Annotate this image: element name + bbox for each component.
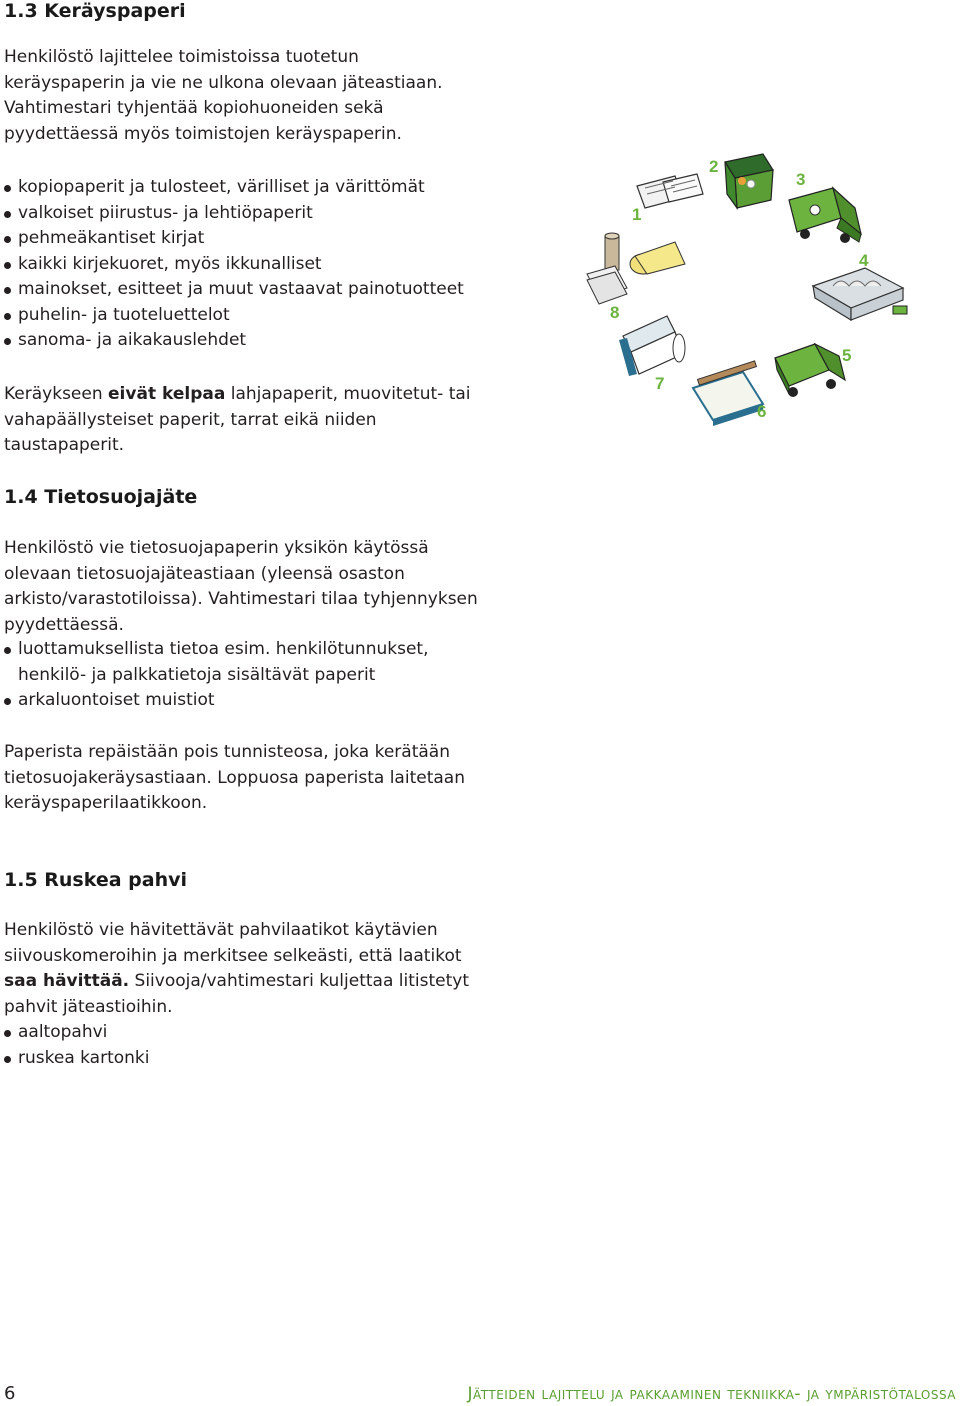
paper-products-icon [587, 233, 685, 304]
section-1-3-note [4, 382, 479, 459]
section-heading: 1.3 Keräyspaperi [4, 0, 186, 22]
footer-title: Jätteiden lajittelu ja pakkaaminen tekniikka- ja ympäristötalossa [467, 1384, 956, 1404]
step-label: 8 [610, 303, 620, 322]
step-label: 3 [796, 170, 806, 189]
list-item: kopiopaperit ja tulosteet, värilliset ja värittömät [4, 175, 564, 201]
list-item: kaikki kirjekuoret, myös ikkunalliset [4, 252, 564, 278]
paragraph: Paperista repäistään pois tunnisteosa, joka kerätään tietosuojakeräysastiaan. Loppuosa paperista laitetaan keräyspaperilaatikkoon. [4, 742, 465, 813]
paragraph [4, 918, 474, 1020]
section-1-4-list [4, 637, 564, 714]
item-line: luottamuksellista tietoa esim. henkilötunnukset, [18, 639, 429, 659]
delivery-truck-icon [775, 344, 845, 397]
section-1-4-outro [4, 740, 479, 817]
bullet-list [4, 175, 564, 354]
item-line: henkilö- ja palkkatietoja sisältävät paperit [18, 664, 376, 685]
paragraph: Henkilöstö lajittelee toimistoissa tuotetun keräyspaperin ja vie ne ulkona olevaan jäteastiaan. Vahtimestari tyhjentää kopiohuoneiden sekä pyydettäessä myös toimistojen keräyspaperin. [4, 47, 443, 144]
list-item: ruskea kartonki [4, 1046, 474, 1072]
section-1-3-intro [4, 45, 474, 147]
paragraph: Henkilöstö vie tietosuojapaperin yksikön käytössä olevaan tietosuojajäteastiaan (yleensä osaston arkisto/varastotiloissa). Vahtimestari tilaa tyhjennyksen pyydettäessä. [4, 538, 478, 635]
list-item: arkaluontoiset muistiot [4, 688, 564, 714]
note-bold: eivät kelpaa [108, 384, 226, 404]
list-item: puhelin- ja tuoteluettelot [4, 303, 564, 329]
list-item [4, 637, 564, 688]
note-text: lahjapaperit, muovitetut- tai vahapäällysteiset paperit, tarrat eikä niiden taustapaperit. [4, 384, 471, 455]
recycling-plant-icon [813, 268, 907, 320]
recycling-cycle-illustration [575, 148, 945, 438]
newspaper-icon [637, 174, 703, 208]
garbage-truck-icon [789, 188, 861, 243]
paragraph [4, 382, 479, 459]
step-label: 2 [709, 157, 719, 176]
section-heading: 1.5 Ruskea pahvi [4, 869, 188, 891]
intro-bold: saa hävittää. [4, 971, 130, 991]
step-label: 6 [757, 402, 767, 421]
section-1-3-list [4, 175, 564, 354]
collection-bin-icon [725, 154, 773, 208]
paper-machine-icon [619, 316, 685, 376]
step-label: 5 [842, 346, 852, 365]
bullet-list [4, 1020, 474, 1071]
pulp-tray-icon [693, 361, 763, 426]
list-item: pehmeäkantiset kirjat [4, 226, 564, 252]
section-heading: 1.4 Tietosuojajäte [4, 486, 198, 508]
list-item: aaltopahvi [4, 1020, 474, 1046]
section-1-5 [4, 869, 187, 891]
intro-text: Siivooja/vahtimestari kuljettaa litistetyt pahvit jäteastioihin. [4, 971, 469, 1017]
list-item: mainokset, esitteet ja muut vastaavat painotuotteet [4, 277, 564, 303]
step-label: 4 [859, 251, 869, 270]
step-label: 1 [632, 205, 642, 224]
bullet-list [4, 637, 564, 714]
list-item: sanoma- ja aikakauslehdet [4, 328, 564, 354]
page-number: 6 [4, 1383, 16, 1404]
section-1-5-intro [4, 918, 474, 1071]
intro-text: Henkilöstö vie hävitettävät pahvilaatikot käytävien siivouskomeroihin ja merkitsee selkeästi, että laatikot [4, 920, 462, 966]
note-text: Keräykseen [4, 384, 109, 404]
section-1-3 [4, 0, 186, 22]
section-1-4 [4, 486, 197, 508]
section-1-4-intro [4, 536, 479, 638]
list-item: valkoiset piirustus- ja lehtiöpaperit [4, 201, 564, 227]
step-label: 7 [655, 374, 665, 393]
